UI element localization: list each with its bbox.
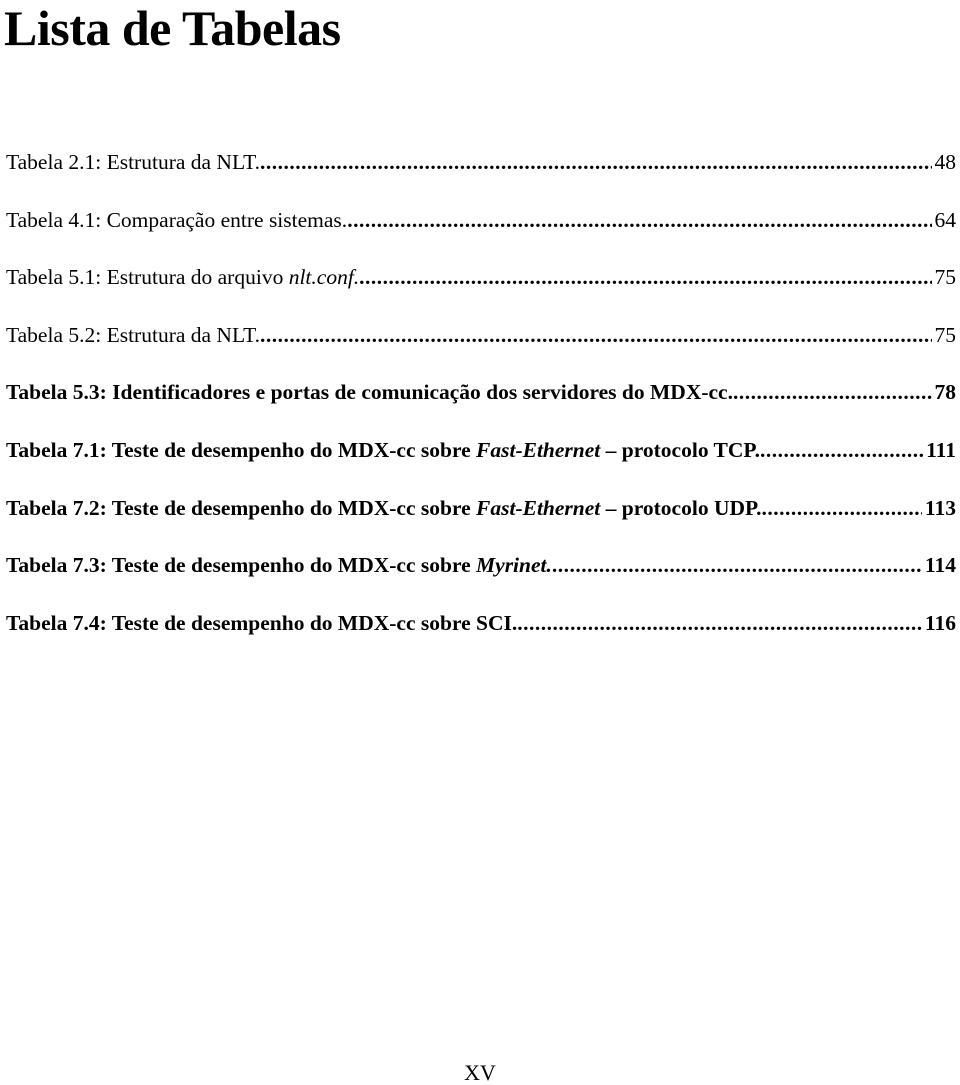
entry-title-text: Tabela 7.3: Teste de desempenho do MDX-cc sobre	[6, 553, 477, 578]
toc-entry[interactable]	[6, 320, 956, 378]
dot-leader	[359, 262, 931, 292]
dot-leader	[260, 147, 931, 177]
page-number: 75	[934, 265, 956, 290]
toc-entry[interactable]	[6, 377, 956, 435]
entry-title	[6, 377, 733, 407]
toc-entry[interactable]	[6, 262, 956, 320]
entry-title	[6, 435, 760, 465]
toc-entry[interactable]	[6, 608, 956, 666]
toc-entry[interactable]	[6, 435, 956, 493]
entry-title-text: Tabela 7.4: Teste de desempenho do MDX-cc sobre SCI.	[6, 610, 518, 635]
dot-leader	[347, 205, 931, 235]
entry-title	[6, 320, 260, 350]
entry-title	[6, 550, 552, 580]
toc-entry[interactable]	[6, 550, 956, 608]
entry-title-text: Tabela 7.1: Teste de desempenho do MDX-cc sobre	[6, 437, 477, 462]
dot-leader	[552, 550, 922, 580]
dot-leader	[517, 608, 922, 638]
entry-title-emphasis: Fast-Ethernet	[476, 437, 601, 462]
page-number: 78	[934, 380, 956, 405]
entry-title-emphasis: Myrinet.	[476, 553, 552, 578]
entry-title	[6, 493, 762, 523]
entry-title-text: Tabela 5.2: Estrutura da NLT.	[6, 322, 261, 347]
page-number: 111	[926, 437, 956, 462]
entry-title	[6, 205, 347, 235]
entry-title-text: Tabela 5.3: Identificadores e portas de comunicação dos servidores do MDX-cc.	[6, 380, 733, 405]
toc-entry[interactable]	[6, 205, 956, 263]
dot-leader	[733, 377, 932, 407]
entry-title-text: Tabela 2.1: Estrutura da NLT.	[6, 150, 261, 174]
page-number: 114	[924, 553, 956, 578]
page-number: 48	[934, 150, 956, 174]
dot-leader	[760, 435, 923, 465]
toc-entry[interactable]	[6, 493, 956, 551]
dot-leader	[260, 320, 931, 350]
entry-title-text: Tabela 4.1: Comparação entre sistemas.	[6, 207, 348, 232]
toc-entry[interactable]	[6, 147, 956, 205]
entry-title-suffix: – protocolo TCP.	[600, 437, 760, 462]
entry-title-emphasis: nlt.conf.	[288, 265, 360, 290]
entry-title-emphasis: Fast-Ethernet	[476, 495, 601, 520]
dot-leader	[762, 493, 922, 523]
entry-title	[6, 147, 260, 177]
page-number: 116	[924, 610, 956, 635]
entry-title-text: Tabela 5.1: Estrutura do arquivo	[6, 265, 289, 290]
page-number: 64	[934, 207, 956, 232]
table-list	[6, 147, 956, 665]
entry-title-suffix: – protocolo UDP.	[600, 495, 762, 520]
page-number: 113	[924, 495, 956, 520]
entry-title	[6, 262, 359, 292]
page-number: 75	[934, 322, 956, 347]
entry-title	[6, 608, 517, 638]
entry-title-text: Tabela 7.2: Teste de desempenho do MDX-cc sobre	[6, 495, 477, 520]
page-title: Lista de Tabelas	[4, 0, 341, 56]
page-folio: XV	[464, 1060, 496, 1085]
